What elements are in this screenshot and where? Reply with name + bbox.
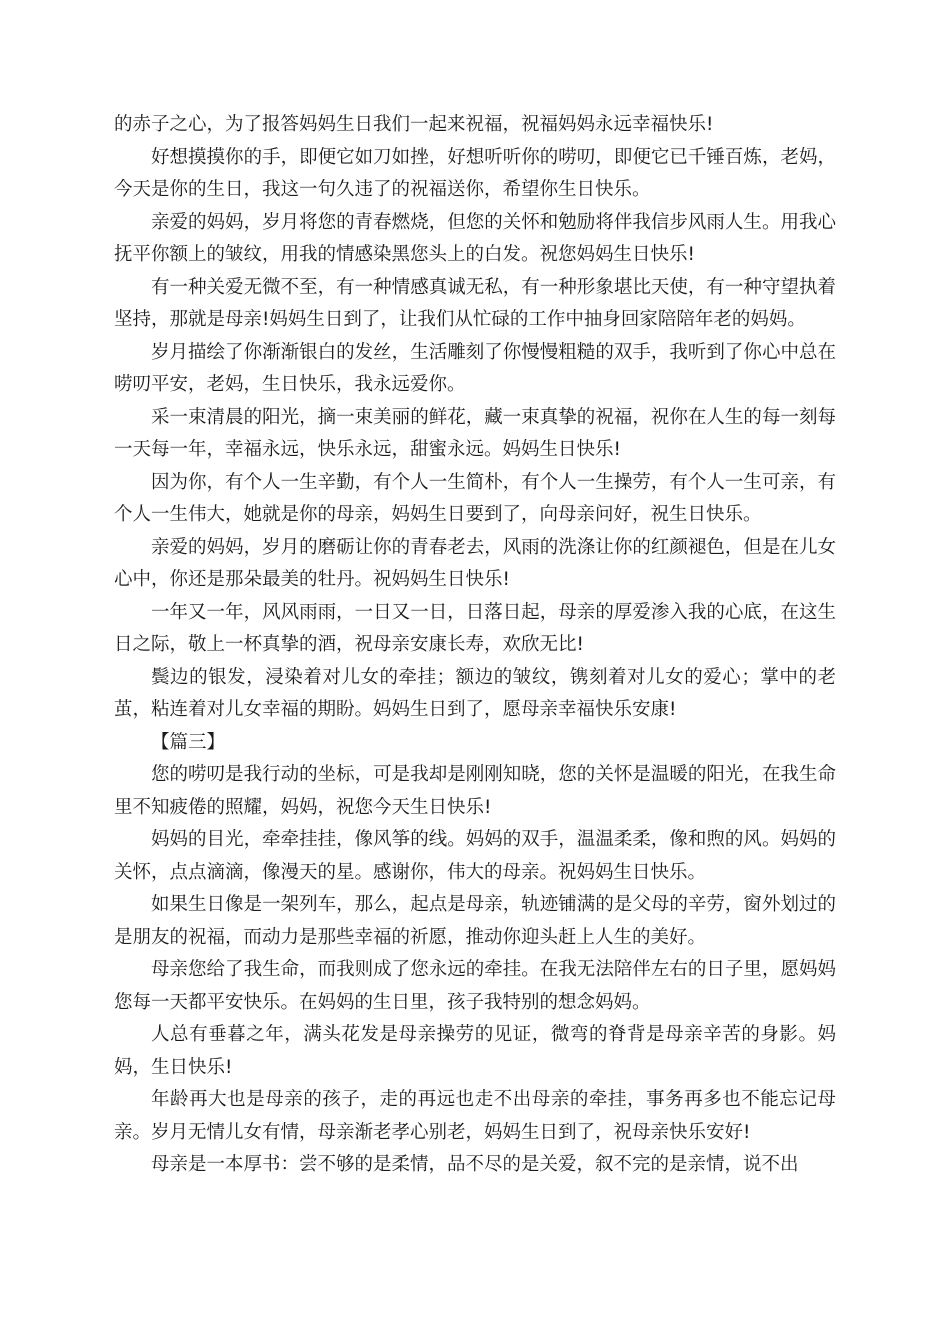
paragraph: 年龄再大也是母亲的孩子，走的再远也走不出母亲的牵挂，事务再多也不能忘记母亲。岁月无情儿女有情，母亲渐老孝心别老，妈妈生日到了，祝母亲快乐安好! [114,1089,836,1143]
document-body [114,109,836,1182]
paragraph: 母亲您给了我生命，而我则成了您永远的牵挂。在我无法陪伴左右的日子里，愿妈妈您每一天都平安快乐。在妈妈的生日里，孩子我特别的想念妈妈。 [114,959,836,1013]
paragraph: 人总有垂暮之年，满头花发是母亲操劳的见证，微弯的脊背是母亲辛苦的身影。妈妈，生日快乐! [114,1024,836,1078]
paragraph: 采一束清晨的阳光，摘一束美丽的鲜花，藏一束真挚的祝福，祝你在人生的每一刻每一天每一年，幸福永远，快乐永远，甜蜜永远。妈妈生日快乐! [114,406,836,460]
paragraph: 亲爱的妈妈，岁月将您的青春燃烧，但您的关怀和勉励将伴我信步风雨人生。用我心抚平你额上的皱纹，用我的情感染黑您头上的白发。祝您妈妈生日快乐! [114,211,836,265]
paragraph: 岁月描绘了你渐渐银白的发丝，生活雕刻了你慢慢粗糙的双手，我听到了你心中总在唠叨平安，老妈，生日快乐，我永远爱你。 [114,341,836,395]
paragraph: 有一种关爱无微不至，有一种情感真诚无私，有一种形象堪比天使，有一种守望执着坚持，那就是母亲!妈妈生日到了，让我们从忙碌的工作中抽身回家陪陪年老的妈妈。 [114,276,836,330]
paragraph: 妈妈的目光，牵牵挂挂，像风筝的线。妈妈的双手，温温柔柔，像和煦的风。妈妈的关怀，点点滴滴，像漫天的星。感谢你，伟大的母亲。祝妈妈生日快乐。 [114,829,836,883]
paragraph: 因为你，有个人一生辛勤，有个人一生简朴，有个人一生操劳，有个人一生可亲，有个人一生伟大，她就是你的母亲，妈妈生日要到了，向母亲问好，祝生日快乐。 [114,471,836,525]
paragraph: 好想摸摸你的手，即便它如刀如挫，好想听听你的唠叨，即便它已千锤百炼，老妈，今天是你的生日，我这一句久违了的祝福送你，希望你生日快乐。 [114,146,836,200]
paragraph: 母亲是一本厚书：尝不够的是柔情，品不尽的是关爱，叙不完的是亲情，说不出 [151,1154,799,1175]
paragraph: 鬓边的银发，浸染着对儿女的牵挂；额边的皱纹，镌刻着对儿女的爱心；掌中的老茧，粘连着对儿女幸福的期盼。妈妈生日到了，愿母亲幸福快乐安康! [114,666,836,720]
paragraph: 您的唠叨是我行动的坐标，可是我却是刚刚知晓，您的关怀是温暖的阳光，在我生命里不知疲倦的照耀，妈妈，祝您今天生日快乐! [114,764,836,818]
paragraph: 亲爱的妈妈，岁月的磨砺让你的青春老去，风雨的洗涤让你的红颜褪色，但是在儿女心中，你还是那朵最美的牡丹。祝妈妈生日快乐! [114,536,836,590]
continuation-paragraph: 的赤子之心，为了报答妈妈生日我们一起来祝福，祝福妈妈永远幸福快乐! [114,114,714,135]
paragraph: 如果生日像是一架列车，那么，起点是母亲，轨迹铺满的是父母的辛劳，窗外划过的是朋友的祝福，而动力是那些幸福的祈愿，推动你迎头赶上人生的美好。 [114,894,836,948]
section-heading: 【篇三】 [151,731,226,753]
paragraph: 一年又一年，风风雨雨，一日又一日，日落日起，母亲的厚爱渗入我的心底，在这生日之际，敬上一杯真挚的酒，祝母亲安康长寿，欢欣无比! [114,601,836,655]
